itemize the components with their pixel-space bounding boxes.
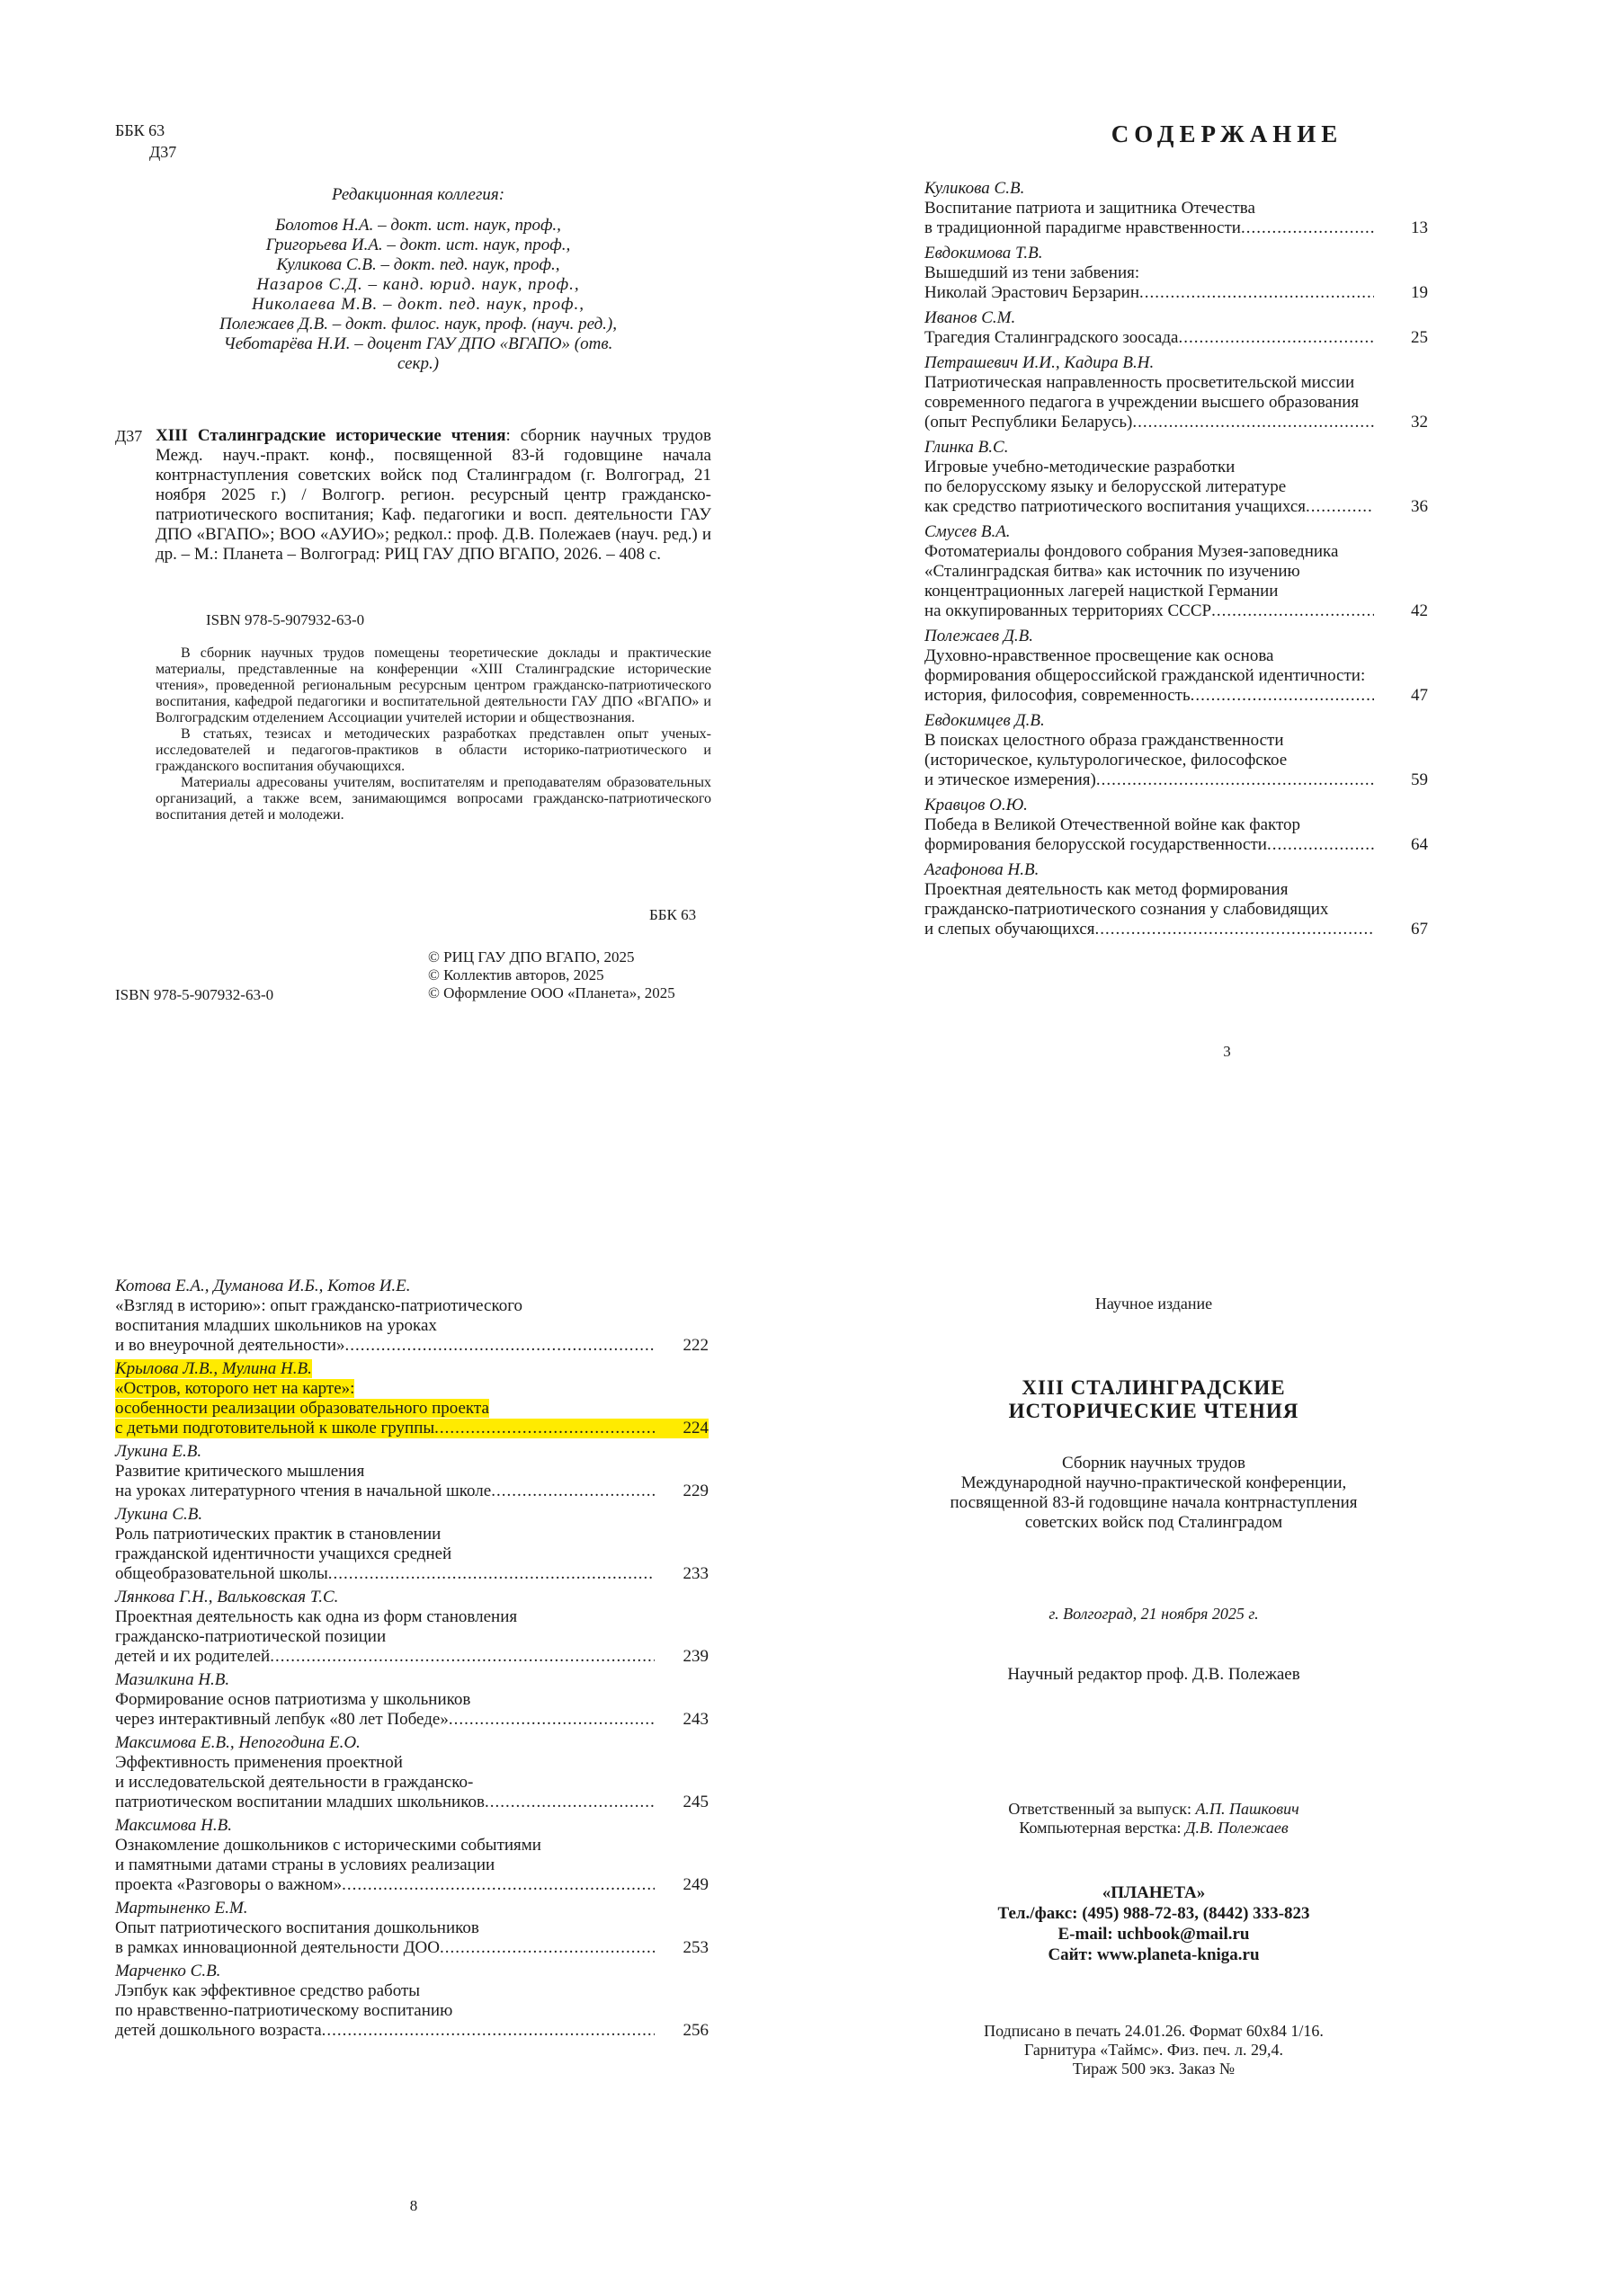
toc-author: Куликова С.В.: [924, 179, 1025, 198]
toc-entry[interactable]: [115, 1670, 709, 1730]
responsible-name: А.П. Пашкович: [1195, 1800, 1299, 1818]
copyright-line: © РИЦ ГАУ ДПО ВГАПО, 2025: [428, 948, 635, 966]
toc-author: [115, 1359, 312, 1379]
toc-entry[interactable]: [115, 1442, 709, 1501]
toc-author: Марченко С.В.: [115, 1962, 221, 1980]
toc-line: «Взгляд в историю»: опыт гражданско-патриотического: [115, 1296, 523, 1315]
toc-page-number: 249: [683, 1875, 709, 1894]
toc-list: [115, 1277, 709, 2041]
toc-entry[interactable]: [115, 1277, 709, 1356]
title-verso-page: [0, 0, 812, 1148]
annotation-paragraph: В статьях, тезисах и методических разработках представлен опыт ученых-исследователей и педагогов-практиков в области историко-патриотического и гражданского воспитания обучающихся.: [156, 726, 711, 774]
toc-leader: [440, 1938, 655, 1958]
toc-line: через интерактивный лепбук «80 лет Победе» ..... 243: [115, 1710, 709, 1730]
toc-line: Победа в Великой Отечественной войне как фактор: [924, 815, 1301, 834]
toc-leader: [1191, 686, 1374, 706]
toc-line: Проектная деятельность как одна из форм становления: [115, 1607, 518, 1626]
contents-title: СОДЕРЖАНИЕ: [1111, 120, 1343, 147]
toc-line: (опыт Республики Беларусь) ..... 32: [924, 413, 1428, 432]
toc-line: Развитие критического мышления: [115, 1462, 365, 1481]
print-details: [812, 2022, 1495, 2078]
toc-author: Иванов С.М.: [924, 308, 1016, 327]
toc-leader: [1267, 835, 1374, 855]
toc-entry[interactable]: [115, 1505, 709, 1584]
subtitle-line: посвященной 83-й годовщине начала контрнаступления: [950, 1493, 1358, 1512]
print-line: Гарнитура «Таймс». Физ. печ. л. 29,4.: [1023, 2041, 1284, 2059]
board-member: Николаева М.В. – докт. пед. наук, проф.,: [252, 295, 584, 314]
toc-line: Игровые учебно-методические разработки: [924, 458, 1236, 476]
toc-line: формирования белорусской государственности ..... 64: [924, 835, 1428, 855]
title-line: ИСТОРИЧЕСКИЕ ЧТЕНИЯ: [1008, 1400, 1299, 1422]
toc-page-number: 229: [683, 1482, 709, 1500]
toc-line: с детьми подготовительной к школе группы ..... 224: [115, 1419, 709, 1438]
toc-line: (историческое, культурологическое, философское: [924, 751, 1288, 770]
board-member: Болотов Н.А. – докт. ист. наук, проф.,: [275, 216, 561, 235]
toc-line: на оккупированных территориях СССР ..... 42: [924, 601, 1428, 621]
page-number: 8: [409, 2197, 418, 2214]
place-date: г. Волгоград, 21 ноября 2025 г.: [1048, 1605, 1259, 1623]
print-line: Подписано в печать 24.01.26. Формат 60х84 1/16.: [984, 2022, 1324, 2040]
toc-author: Евдокимова Т.В.: [924, 244, 1043, 263]
toc-page-number: 243: [683, 1710, 709, 1729]
toc-line: концентрационных лагерей нацисткой Германии: [924, 582, 1279, 601]
toc-line: Фотоматериалы фондового собрания Музея-заповедника: [924, 542, 1339, 561]
toc-line: гражданско-патриотического сознания у слабовидящих: [924, 900, 1329, 919]
print-line: Тираж 500 экз. Заказ №: [1072, 2060, 1236, 2078]
copyright-line: © Коллектив авторов, 2025: [428, 966, 604, 983]
toc-line: Опыт патриотического воспитания дошкольников: [115, 1918, 479, 1937]
toc-leader: [1139, 283, 1374, 303]
toc-page-number: 36: [1411, 497, 1428, 516]
toc-page-number: 245: [683, 1793, 709, 1811]
highlight-mark: особенности реализации образовательного проекта: [115, 1399, 489, 1418]
toc-line: по белорусскому языку и белорусской литературе: [924, 477, 1287, 496]
toc-page-number: 47: [1411, 686, 1428, 705]
board-member: Григорьева И.А. – докт. ист. наук, проф.,: [265, 236, 571, 254]
toc-leader: [485, 1793, 655, 1812]
edition-type: Научное издание: [1094, 1295, 1213, 1313]
toc-line: гражданской идентичности учащихся средней: [115, 1544, 452, 1563]
toc-page-number: 233: [683, 1564, 709, 1583]
toc-line: формирования общероссийской гражданской идентичности:: [924, 666, 1366, 685]
board-title: Редакционная коллегия:: [331, 185, 505, 204]
toc-line: общеобразовательной школы ..... 233: [115, 1564, 709, 1584]
toc-line: Ознакомление дошкольников с историческими событиями: [115, 1836, 541, 1855]
annotation-paragraph: Материалы адресованы учителям, воспитателям и преподавателям образовательных организаций, а также всем, занимающимся вопросами гражданско-патриотического воспитания детей и молодежи.: [156, 775, 711, 823]
contents-page-8: [0, 1148, 812, 2296]
toc-author: Смусев В.А.: [924, 522, 1011, 541]
subtitle-line: советских войск под Сталинградом: [1024, 1513, 1283, 1532]
publisher-name: «ПЛАНЕТА»: [1102, 1883, 1206, 1902]
toc-line: и слепых обучающихся ..... 67: [924, 920, 1428, 939]
toc-page-number: 224: [683, 1419, 709, 1437]
toc-line: и этическое измерения) ..... 59: [924, 770, 1428, 790]
toc-leader: [1132, 413, 1374, 432]
bbk-bottom: ББК 63: [649, 906, 697, 923]
toc-entry-highlighted[interactable]: [115, 1359, 709, 1438]
toc-line: Вышедший из тени забвения:: [924, 263, 1140, 282]
toc-author: Мазилкина Н.В.: [115, 1670, 230, 1689]
toc-line: Формирование основ патриотизма у школьников: [115, 1690, 471, 1709]
toc-line: Николай Эрастович Берзарин ..... 19: [924, 283, 1428, 303]
toc-page-number: 42: [1411, 601, 1428, 620]
board-member: Чеботарёва Н.И. – доцент ГАУ ДПО «ВГАПО» (отв. секр.): [223, 334, 613, 373]
toc-entry[interactable]: [924, 438, 1428, 517]
responsible-line: Ответственный за выпуск: А.П. Пашкович: [1008, 1800, 1299, 1818]
isbn-line: ISBN 978-5-907932-63-0: [206, 611, 365, 628]
toc-list: [924, 179, 1428, 939]
title-line: XIII СТАЛИНГРАДСКИЕ: [1022, 1376, 1286, 1399]
toc-line: детей и их родителей ..... 239: [115, 1647, 709, 1667]
toc-page-number: 13: [1411, 218, 1428, 237]
board-member: Полежаев Д.В. – докт. филос. наук, проф. (науч. ред.),: [219, 315, 618, 334]
toc-page-number: 64: [1411, 835, 1428, 854]
toc-line: как средство патриотического воспитания учащихся ..... 36: [924, 497, 1428, 517]
toc-line: Трагедия Сталинградского зоосада ..... 25: [924, 328, 1428, 348]
toc-line: гражданско-патриотической позиции: [115, 1627, 387, 1646]
toc-line: Роль патриотических практик в становлении: [115, 1525, 442, 1544]
toc-entry[interactable]: [924, 860, 1428, 939]
toc-line: на уроках литературного чтения в начальной школе ..... 229: [115, 1482, 709, 1501]
toc-leader: [1211, 601, 1374, 621]
toc-entry[interactable]: [924, 353, 1428, 432]
toc-leader: [1178, 328, 1374, 348]
layout-name: Д.В. Полежаев: [1185, 1819, 1289, 1837]
toc-author: Лукина Е.В.: [115, 1442, 202, 1461]
publisher-site[interactable]: Сайт: www.planeta-kniga.ru: [1048, 1945, 1260, 1964]
layout-line: Компьютерная верстка: Д.В. Полежаев: [1019, 1819, 1289, 1837]
toc-leader: [1306, 497, 1374, 517]
publisher-phone: Тел./факс: (495) 988-72-83, (8442) 333-823: [997, 1904, 1310, 1923]
toc-line: «Сталинградская битва» как источник по изучению: [924, 562, 1300, 581]
toc-leader: [1096, 770, 1374, 790]
toc-line: В поисках целостного образа гражданственности: [924, 731, 1284, 750]
toc-page-number: 25: [1411, 328, 1428, 347]
toc-line: и памятными датами страны в условиях реализации: [115, 1855, 495, 1874]
bibliographic-description: [156, 426, 711, 565]
toc-line: история, философия, современность ..... 47: [924, 686, 1428, 706]
toc-line: в рамках инновационной деятельности ДОО ..... 253: [115, 1938, 709, 1958]
toc-author: Петрашевич И.И., Кадира В.Н.: [924, 353, 1155, 372]
toc-leader: [449, 1710, 655, 1730]
toc-page-number: 19: [1411, 283, 1428, 302]
toc-line: Эффективность применения проектной: [115, 1753, 403, 1772]
toc-author: Котова Е.А., Думанова И.Б., Котов И.Е.: [115, 1277, 411, 1295]
toc-leader: [342, 1875, 655, 1895]
toc-entry[interactable]: [924, 244, 1428, 303]
highlight-mark: Крылова Л.В., Мулина Н.В.: [115, 1359, 312, 1378]
toc-author: Агафонова Н.В.: [924, 860, 1040, 879]
toc-page-number: 32: [1411, 413, 1428, 432]
biblio-title: XIII Сталинградские исторические чтения: [156, 426, 506, 445]
toc-author: Максимова Н.В.: [115, 1816, 232, 1835]
toc-line: современного педагога в учреждении высшего образования: [924, 393, 1360, 412]
toc-line: по нравственно-патриотическому воспитанию: [115, 2001, 453, 2020]
toc-page-number: 239: [683, 1647, 709, 1666]
subtitle-line: Международной научно-практической конференции,: [960, 1473, 1347, 1492]
publisher-email[interactable]: E-mail: uchbook@mail.ru: [1057, 1925, 1250, 1944]
toc-leader: [1095, 920, 1375, 939]
isbn-bottom: ISBN 978-5-907932-63-0: [115, 986, 274, 1003]
toc-leader: [270, 1647, 655, 1667]
toc-entry[interactable]: [924, 627, 1428, 706]
annotation: [156, 645, 711, 823]
scientific-editor: Научный редактор проф. Д.В. Полежаев: [1007, 1665, 1300, 1684]
annotation-paragraph: В сборник научных трудов помещены теоретические доклады и практические материалы, представленные на конференции «XIII Сталинградские исторические чтения», проведенной региональным ресурсным центром гражданско-патриотического воспитания, кафедрой педагогики и воспитательной деятельности ГАУ ДПО «ВГАПО» и Волгоградским отделением Ассоциации учителей истории и обществознания.: [156, 645, 711, 725]
toc-entry[interactable]: [115, 1962, 709, 2041]
toc-author: Евдокимцев Д.В.: [924, 711, 1045, 730]
toc-entry[interactable]: [924, 522, 1428, 621]
toc-line: [115, 1399, 709, 1419]
toc-leader: [345, 1336, 655, 1356]
page-number: 3: [1223, 1043, 1231, 1060]
toc-entry[interactable]: [924, 179, 1428, 238]
toc-line: проекта «Разговоры о важном» ..... 249: [115, 1875, 709, 1895]
toc-page-number: 67: [1411, 920, 1428, 939]
credits: [812, 1800, 1495, 1838]
imprint-page: [812, 1148, 1624, 2296]
highlight-mark: «Остров, которого нет на карте»:: [115, 1379, 355, 1398]
toc-entry[interactable]: [924, 308, 1428, 348]
toc-author: Лукина С.В.: [115, 1505, 203, 1524]
toc-line: и во внеурочной деятельности» ..... 222: [115, 1336, 709, 1356]
toc-line: и исследовательской деятельности в гражданско-: [115, 1773, 474, 1792]
toc-line: Патриотическая направленность просветительской миссии: [924, 373, 1355, 392]
toc-author: Максимова Е.В., Непогодина Е.О.: [115, 1733, 361, 1752]
toc-line: детей дошкольного возраста ..... 256: [115, 2021, 709, 2041]
toc-leader: [434, 1419, 655, 1438]
subtitle-line: Сборник научных трудов: [1062, 1454, 1245, 1473]
toc-entry[interactable]: [115, 1899, 709, 1958]
contents-page-3: [812, 0, 1624, 1148]
toc-line: Воспитание патриота и защитника Отечества: [924, 199, 1255, 218]
toc-entry[interactable]: [115, 1733, 709, 1812]
book-title: [812, 1376, 1495, 1423]
bbk-code: ББК 63: [115, 121, 165, 139]
toc-leader: [491, 1482, 655, 1501]
editorial-board: [207, 185, 629, 374]
author-mark: Д37: [149, 143, 177, 161]
book-subtitle: [812, 1454, 1495, 1533]
toc-line: [115, 1379, 709, 1399]
toc-line: Лэпбук как эффективное средство работы: [115, 1981, 421, 2000]
toc-page-number: 59: [1411, 770, 1428, 789]
board-member: Назаров С.Д. – канд. юрид. наук, проф.,: [256, 275, 580, 294]
toc-line: патриотическом воспитании младших школьников ..... 245: [115, 1793, 709, 1812]
copyright-block: [428, 948, 675, 1002]
board-member: Куликова С.В. – докт. пед. наук, проф.,: [276, 255, 560, 274]
toc-author: Кравцов О.Ю.: [924, 796, 1028, 814]
toc-leader: [1241, 218, 1374, 238]
toc-line: Проектная деятельность как метод формирования: [924, 880, 1289, 899]
toc-entry[interactable]: [115, 1816, 709, 1895]
catalog-mark: Д37: [115, 427, 143, 445]
biblio-rest: : сборник научных трудов Межд. науч.-практ. конф., посвященной 83-й годовщине начала контрнаступления советских войск под Сталинградом (г. Волгоград, 21 ноября 2025 г.) / Волгогр. регион. ресурсный центр гражданско-патриотического воспитания; Каф. педагогики и восп. деятельности ГАУ ДПО «ВГАПО»; ВОО «АУИО»; редкол.: проф. Д.В. Полежаев (науч. ред.) и др. – М.: Планета – Волгоград: РИЦ ГАУ ДПО ВГАПО, 2026. – 408 с.: [156, 426, 711, 564]
toc-page-number: 222: [683, 1336, 709, 1355]
toc-entry[interactable]: [115, 1588, 709, 1667]
toc-author: Мартыненко Е.М.: [115, 1899, 248, 1918]
toc-author: Полежаев Д.В.: [924, 627, 1034, 645]
toc-entry[interactable]: [924, 711, 1428, 790]
toc-leader: [322, 2021, 655, 2041]
toc-page-number: 256: [683, 2021, 709, 2040]
toc-line: в традиционной парадигме нравственности ..... 13: [924, 218, 1428, 238]
toc-author: Глинка В.С.: [924, 438, 1009, 457]
toc-entry[interactable]: [924, 796, 1428, 855]
publisher-block: [812, 1882, 1495, 1965]
toc-line: воспитания младших школьников на уроках: [115, 1316, 437, 1335]
toc-author: Лянкова Г.Н., Вальковская Т.С.: [115, 1588, 339, 1606]
toc-line: Духовно-нравственное просвещение как основа: [924, 646, 1274, 665]
toc-page-number: 253: [683, 1938, 709, 1957]
toc-leader: [328, 1564, 655, 1584]
copyright-line: © Оформление ООО «Планета», 2025: [428, 984, 675, 1001]
